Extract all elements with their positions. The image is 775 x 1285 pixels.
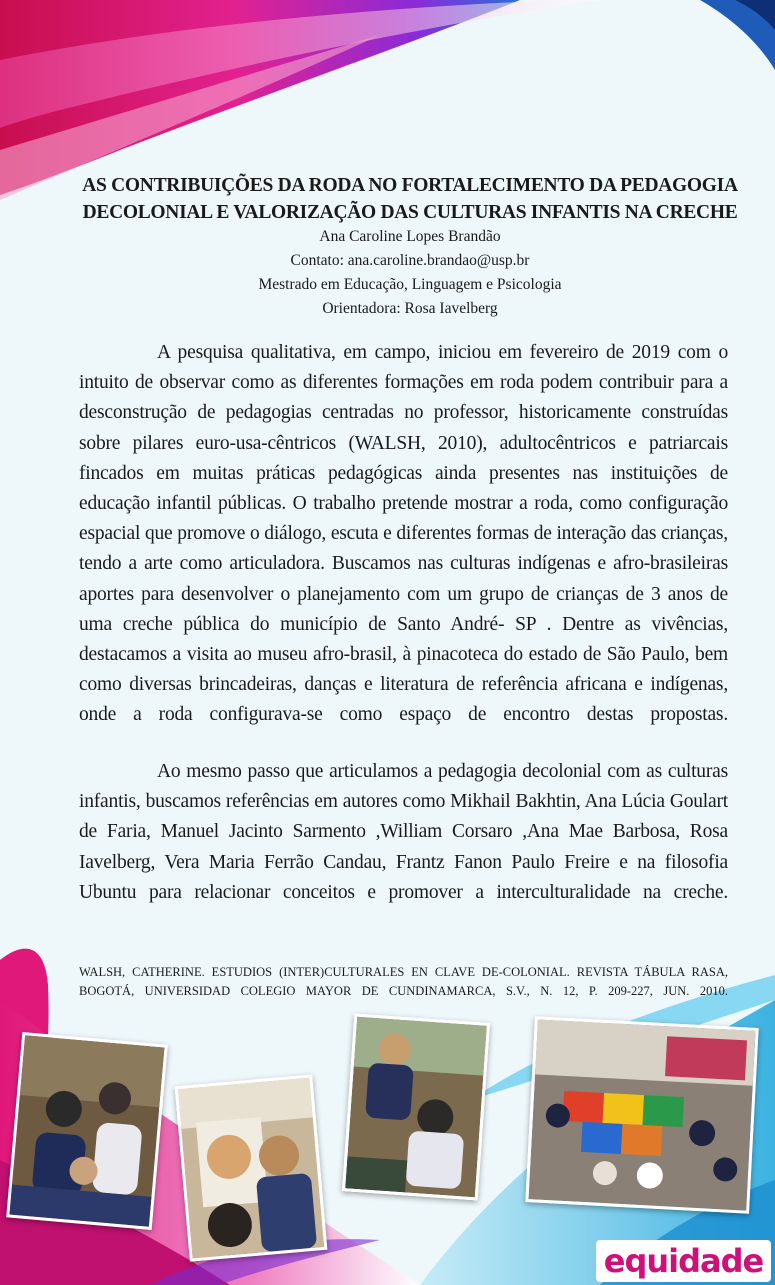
photo-children-outdoor-play [6, 1032, 168, 1230]
photo-children-garden [342, 1013, 490, 1200]
bibliographic-reference: WALSH, CATHERINE. ESTUDIOS (INTER)CULTURALES EN CLAVE DE-COLONIAL. REVISTA TÁBULA RASA, BOGOTÁ, UNIVERSIDAD COLEGIO MAYOR DE CUNDINAMARCA, S.V., N. 12, P. 209-227, JUN. 2010. [79, 965, 728, 998]
photo-child-with-picture [175, 1074, 328, 1261]
paragraph-2-text: Ao mesmo passo que articulamos a pedagogia decolonial com as culturas infantis, buscamos referências em autores como Mikhail Bakhtin, Ana Lúcia Goulart de Faria, Manuel Jacinto Sarmento ,William Corsaro ,Ana Mae Barbosa, Rosa Iavelberg, Vera Maria Ferrão Candau, Frantz Fanon Paulo Freire e na filosofia Ubuntu para relacionar conceitos e promover a interculturalidade na creche. [79, 761, 728, 903]
title-line-2: DECOLONIAL E VALORIZAÇÃO DAS CULTURAS INFANTIS NA CRECHE [82, 202, 738, 223]
paragraph-1-text: A pesquisa qualitativa, em campo, iniciou em fevereiro de 2019 com o intuito de observar como as diferentes formações em roda podem contribuir para a desconstrução de pedagogias centradas no professor, historicamente construídas sobre pilares euro-usa-cêntricos (WALSH, 2010), adultocêntricos e patriarcais fincados em muitas práticas pedagógicas ainda presentes nas instituições de educação infantil públicas. O trabalho pretende mostrar a roda, como configuração espacial que promove o diálogo, escuta e diferentes formas de interação das crianças, tendo a arte como articuladora. Buscamos nas culturas indígenas e afro-brasileiras aportes para desenvolver o planejamento com um grupo de crianças de 3 anos de uma creche pública do município de Santo André- SP . Dentre as vivências, destacamos a visita ao museu afro-brasil, à pinacoteca do estado de São Paulo, bem como diversas brincadeiras, danças e literatura de referência africana e indígenas, onde a roda configurava-se como espaço de encontro destas propostas. [79, 342, 728, 726]
contact-info: Contato: ana.caroline.brandao@usp.br [290, 252, 530, 269]
equidade-logo: equidade [596, 1240, 771, 1282]
author-name: Ana Caroline Lopes Brandão [319, 228, 501, 245]
photo-classroom-circle [525, 1016, 758, 1213]
advisor-info: Orientadora: Rosa Iavelberg [322, 300, 498, 317]
title-line-1: AS CONTRIBUIÇÕES DA RODA NO FORTALECIMENTO DA PEDAGOGIA [82, 175, 738, 196]
program-info: Mestrado em Educação, Linguagem e Psicologia [258, 276, 562, 293]
body-paragraph-2 [79, 757, 728, 908]
body-paragraph-1 [79, 338, 728, 731]
poster-title [60, 172, 760, 226]
